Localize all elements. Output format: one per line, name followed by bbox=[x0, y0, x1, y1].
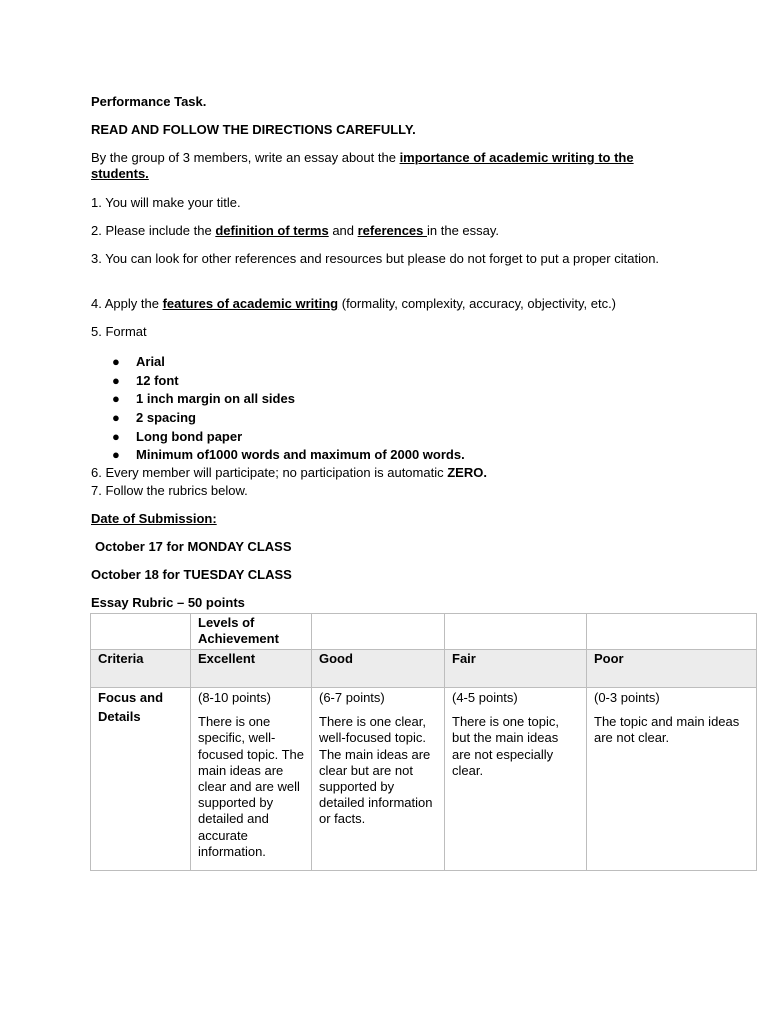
table-cell bbox=[312, 614, 445, 650]
features-term: features of academic writing bbox=[162, 296, 339, 311]
intro-text: By the group of 3 members, write an essay about the bbox=[91, 150, 400, 165]
rubric-cell-good bbox=[312, 688, 445, 871]
table-row bbox=[91, 688, 757, 871]
instruction-1: 1. You will make your title. bbox=[91, 195, 241, 210]
list-item bbox=[112, 409, 465, 428]
submission-label: Date of Submission: bbox=[91, 511, 217, 526]
rubric-description: There is one clear, well-focused topic. The main ideas are clear but are not supported by detailed information or facts. bbox=[319, 714, 433, 827]
column-header-fair: Fair bbox=[445, 650, 587, 688]
monday-deadline: October 17 for MONDAY CLASS bbox=[95, 539, 292, 554]
page-title: Performance Task. bbox=[91, 94, 207, 109]
column-header-excellent: Excellent bbox=[191, 650, 312, 688]
list-item bbox=[112, 390, 465, 409]
table-cell bbox=[587, 614, 757, 650]
table-cell bbox=[91, 614, 191, 650]
format-item-label: Long bond paper bbox=[136, 428, 243, 444]
format-item-label: 1 inch margin on all sides bbox=[136, 391, 295, 407]
points-range: (4-5 points) bbox=[452, 690, 518, 705]
points-range: (8-10 points) bbox=[198, 690, 271, 705]
zero-emphasis: ZERO. bbox=[447, 465, 487, 480]
format-item-label: Minimum of1000 words and maximum of 2000 words. bbox=[136, 447, 465, 463]
instruction-2-and: and bbox=[328, 223, 358, 238]
instruction-6-text: 6. Every member will participate; no participation is automatic bbox=[91, 465, 448, 480]
definition-of-terms: definition of terms bbox=[215, 223, 329, 238]
bullet-icon: ● bbox=[112, 410, 120, 426]
rubric-cell-poor bbox=[587, 688, 757, 871]
instruction-2 bbox=[91, 223, 499, 239]
bullet-icon: ● bbox=[112, 372, 120, 388]
instruction-3: 3. You can look for other references and resources but please do not forget to put a proper citation. bbox=[91, 251, 660, 266]
format-item-label: Arial bbox=[136, 354, 165, 369]
directions-heading: READ AND FOLLOW THE DIRECTIONS CAREFULLY. bbox=[91, 122, 416, 137]
bullet-icon: ● bbox=[112, 354, 120, 369]
column-header-poor: Poor bbox=[587, 650, 757, 688]
rubric-description: There is one topic, but the main ideas are not especially clear. bbox=[452, 714, 559, 778]
references-term: references bbox=[357, 223, 428, 238]
rubric-cell-fair bbox=[445, 688, 587, 871]
instruction-6 bbox=[91, 465, 487, 481]
instruction-4-suffix: (formality, complexity, accuracy, objectivity, etc.) bbox=[338, 296, 617, 311]
instruction-5: 5. Format bbox=[91, 324, 147, 339]
intro-emphasis: importance of academic writing to the students. bbox=[91, 150, 634, 181]
format-item-label: 12 font bbox=[136, 372, 179, 388]
format-list bbox=[112, 353, 465, 465]
points-range: (0-3 points) bbox=[594, 690, 660, 705]
table-cell bbox=[445, 614, 587, 650]
column-header-criteria: Criteria bbox=[91, 650, 191, 688]
column-header-good: Good bbox=[312, 650, 445, 688]
format-item-label: 2 spacing bbox=[136, 410, 196, 426]
instruction-4-prefix: 4. Apply the bbox=[91, 296, 163, 311]
tuesday-deadline: October 18 for TUESDAY CLASS bbox=[91, 567, 292, 582]
list-item bbox=[112, 372, 465, 391]
table-header-row bbox=[91, 650, 757, 688]
instruction-2-suffix: in the essay. bbox=[427, 223, 500, 238]
list-item bbox=[112, 446, 465, 465]
criterion-cell: Focus and Details bbox=[91, 688, 191, 871]
instruction-4 bbox=[91, 296, 616, 312]
instruction-2-prefix: 2. Please include the bbox=[91, 223, 216, 238]
table-row bbox=[91, 614, 757, 650]
bullet-icon: ● bbox=[112, 447, 120, 463]
rubric-description: The topic and main ideas are not clear. bbox=[594, 714, 740, 746]
points-range: (6-7 points) bbox=[319, 690, 385, 705]
instruction-7: 7. Follow the rubrics below. bbox=[91, 483, 248, 498]
bullet-icon: ● bbox=[112, 428, 120, 444]
intro-paragraph bbox=[91, 150, 691, 182]
rubric-table bbox=[90, 613, 757, 871]
bullet-icon: ● bbox=[112, 391, 120, 407]
rubric-description: There is one specific, well-focused topic. The main ideas are clear and are well supported by detailed and accurate information. bbox=[198, 714, 304, 859]
levels-header: Levels of Achievement bbox=[191, 614, 312, 650]
rubric-cell-excellent bbox=[191, 688, 312, 871]
list-item bbox=[112, 428, 465, 447]
rubric-title: Essay Rubric – 50 points bbox=[91, 595, 245, 610]
list-item bbox=[112, 353, 465, 372]
